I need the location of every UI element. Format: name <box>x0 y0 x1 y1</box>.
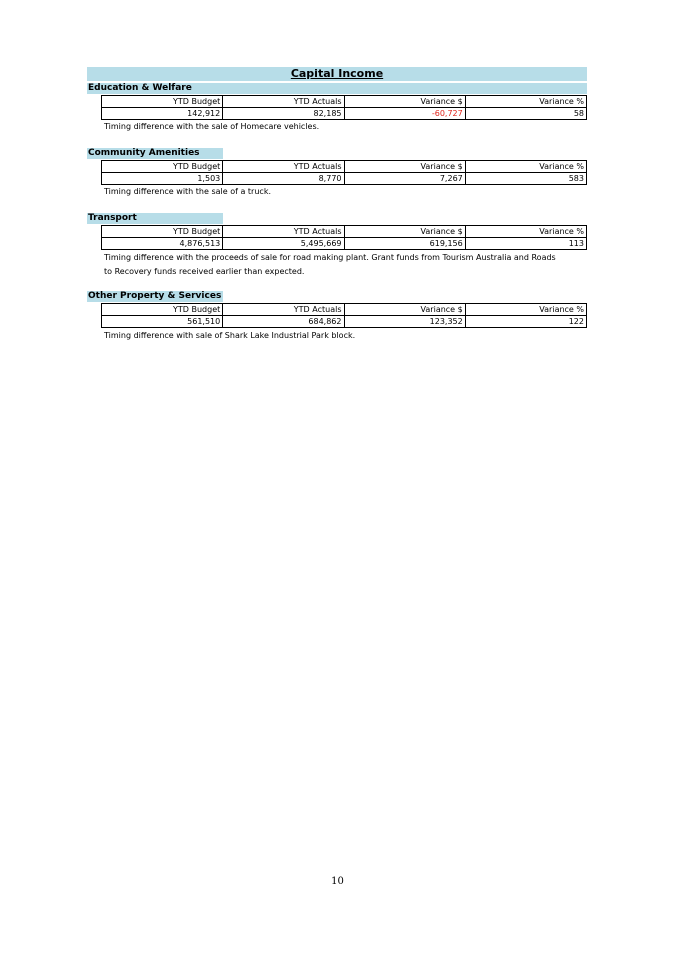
variance-table <box>101 303 587 328</box>
section-heading <box>87 291 221 302</box>
table-header-row <box>102 96 587 108</box>
col-ytd-budget: YTD Budget <box>102 96 223 108</box>
col-variance-percent: Variance % <box>465 304 586 316</box>
col-variance-dollar: Variance $ <box>344 304 465 316</box>
cell-ytd-actuals: 5,495,669 <box>223 238 344 250</box>
cell-variance-dollar: -60,727 <box>344 108 465 120</box>
section-heading-label: Transport <box>88 213 137 223</box>
cell-variance-percent: 58 <box>465 108 586 120</box>
col-variance-percent: Variance % <box>465 161 586 173</box>
section-heading-label: Other Property & Services <box>88 291 222 301</box>
col-variance-percent: Variance % <box>465 96 586 108</box>
cell-variance-dollar: 619,156 <box>344 238 465 250</box>
cell-variance-percent: 113 <box>465 238 586 250</box>
cell-ytd-budget: 142,912 <box>102 108 223 120</box>
col-variance-dollar: Variance $ <box>344 96 465 108</box>
cell-ytd-budget: 1,503 <box>102 173 223 185</box>
section-heading-label: Community Amenities <box>88 148 200 158</box>
table-header-row <box>102 304 587 316</box>
table-header-row <box>102 226 587 238</box>
table-row <box>102 316 587 328</box>
table-row <box>102 238 587 250</box>
page-number: 10 <box>331 876 344 887</box>
variance-table <box>101 95 587 120</box>
section-heading-label: Education & Welfare <box>88 83 192 93</box>
table-row <box>102 173 587 185</box>
cell-variance-dollar: 7,267 <box>344 173 465 185</box>
col-ytd-budget: YTD Budget <box>102 161 223 173</box>
section-heading <box>87 213 137 224</box>
col-ytd-actuals: YTD Actuals <box>223 96 344 108</box>
cell-ytd-budget: 4,876,513 <box>102 238 223 250</box>
page-title: Capital Income <box>290 67 384 80</box>
cell-ytd-actuals: 8,770 <box>223 173 344 185</box>
section-note: Timing difference with sale of Shark Lake Industrial Park block. <box>104 331 356 340</box>
cell-ytd-budget: 561,510 <box>102 316 223 328</box>
col-variance-dollar: Variance $ <box>344 226 465 238</box>
col-variance-percent: Variance % <box>465 226 586 238</box>
section-note: to Recovery funds received earlier than expected. <box>104 267 305 276</box>
section-note: Timing difference with the sale of Homecare vehicles. <box>104 122 320 131</box>
cell-ytd-actuals: 82,185 <box>223 108 344 120</box>
col-ytd-actuals: YTD Actuals <box>223 304 344 316</box>
col-ytd-actuals: YTD Actuals <box>223 161 344 173</box>
section-note: Timing difference with the proceeds of sale for road making plant. Grant funds from Tourism Australia and Roads <box>104 253 556 262</box>
section-note: Timing difference with the sale of a truck. <box>104 187 271 196</box>
section-heading <box>87 148 200 159</box>
cell-variance-dollar: 123,352 <box>344 316 465 328</box>
variance-table <box>101 225 587 250</box>
cell-variance-percent: 122 <box>465 316 586 328</box>
col-ytd-budget: YTD Budget <box>102 304 223 316</box>
col-ytd-actuals: YTD Actuals <box>223 226 344 238</box>
table-header-row <box>102 161 587 173</box>
variance-table <box>101 160 587 185</box>
table-row <box>102 108 587 120</box>
section-heading <box>87 83 192 94</box>
col-ytd-budget: YTD Budget <box>102 226 223 238</box>
col-variance-dollar: Variance $ <box>344 161 465 173</box>
cell-variance-percent: 583 <box>465 173 586 185</box>
cell-ytd-actuals: 684,862 <box>223 316 344 328</box>
